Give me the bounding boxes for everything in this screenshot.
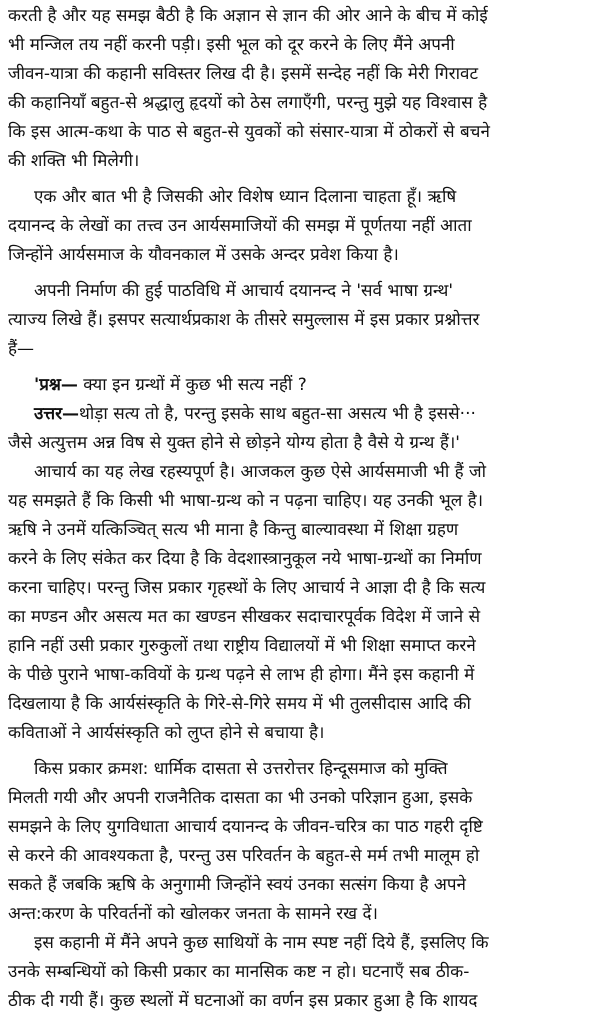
text-line: आचार्य का यह लेख रहस्यपूर्ण है। आजकल कुछ ऐसे आर्यसमाजी भी हैं जो	[34, 462, 487, 482]
text-line: दिखलाया है कि आर्यसंस्कृति के गिरे-से-गिरे समय में भी तुलसीदास आदि की	[8, 694, 471, 714]
text-line: ठीक दी गयी हैं। कुछ स्थलों में घटनाओं का वर्णन इस प्रकार हुआ है कि शायद	[8, 991, 478, 1011]
text-line: दयानन्द के लेखों का तत्त्व उन आर्यसमाजियों की समझ में पूर्णतया नहीं आता	[8, 216, 472, 236]
text-line: किस प्रकार क्रमश: धार्मिक दासता से उत्तरोत्तर हिन्दूसमाज को मुक्ति	[34, 759, 448, 779]
text-line: ऋषि ने उनमें यत्किञ्चित् सत्य भी माना है किन्तु बाल्यावस्था में शिक्षा ग्रहण	[8, 520, 459, 540]
question-label: 'प्रश्न—	[34, 375, 78, 395]
text-line: कि इस आत्म-कथा के पाठ से बहुत-से युवकों को संसार-यात्रा में ठोकरों से बचने	[8, 122, 490, 142]
answer-text: थोड़ा सत्य तो है, परन्तु इसके साथ बहुत-सा असत्य भी है इससे···	[79, 404, 476, 424]
answer-label: उत्तर—	[34, 404, 80, 424]
text-line: हानि नहीं उसी प्रकार गुरुकुलों तथा राष्ट्रीय विद्यालयों में भी शिक्षा समाप्त करने	[8, 636, 476, 656]
text-line: त्याज्य लिखे हैं। इसपर सत्यार्थप्रकाश के तीसरे समुल्लास में इस प्रकार प्रश्नोत्तर	[8, 310, 480, 330]
text-line: करने के लिए संकेत कर दिया है कि वेदशास्त्रानुकूल नये भाषा-ग्रन्थों का निर्माण	[8, 549, 482, 569]
text-line: करना चाहिए। परन्तु जिस प्रकार गृहस्थों के लिए आचार्य ने आज्ञा दी है कि सत्य	[8, 578, 486, 598]
text-line: इस कहानी में मैंने अपने कुछ साथियों के नाम स्पष्ट नहीं दिये हैं, इसलिए कि	[34, 933, 489, 953]
paragraph	[8, 277, 592, 364]
paragraph	[8, 183, 592, 270]
text-line: भी मन्जिल तय नहीं करनी पड़ी। इसी भूल को दूर करने के लिए मैंने अपनी	[8, 35, 455, 55]
text-line: हैं—	[8, 339, 35, 359]
document-page	[8, 2, 592, 1016]
text-line: का मण्डन और असत्य मत का खण्डन सीखकर सदाचारपूर्वक विदेश में जाने से	[8, 607, 481, 627]
paragraph	[8, 929, 592, 1016]
text-line: जीवन-यात्रा की कहानी सविस्तर लिख दी है। इसमें सन्देह नहीं कि मेरी गिरावट	[8, 64, 479, 84]
text-line: एक और बात भी है जिसकी ओर विशेष ध्यान दिलाना चाहता हूँ। ऋषि	[34, 187, 457, 207]
text-line: अन्त:करण के परिवर्तनों को खोलकर जनता के सामने रख दें।	[8, 904, 378, 924]
answer-line	[8, 400, 592, 429]
text-line: सकते हैं जबकि ऋषि के अनुगामी जिन्होंने स्वयं उनका सत्संग किया है अपने	[8, 875, 466, 895]
text-line: उनके सम्बन्धियों को किसी प्रकार का मानसिक कष्ट न हो। घटनाएँ सब ठीक-	[8, 962, 470, 982]
paragraph	[8, 458, 592, 748]
question-answer-block	[8, 371, 592, 458]
text-line: अपनी निर्माण की हुई पाठविधि में आचार्य दयानन्द ने 'सर्व भाषा ग्रन्थ'	[34, 281, 454, 301]
text-line: के पीछे पुराने भाषा-कवियों के ग्रन्थ पढ़ने से लाभ ही होगा। मैंने इस कहानी में	[8, 665, 475, 685]
paragraph	[8, 2, 592, 176]
question-line	[8, 371, 592, 400]
text-line: समझने के लिए युगविधाता आचार्य दयानन्द के जीवन-चरित्र का पाठ गहरी दृष्टि	[8, 817, 483, 837]
text-line: यह समझते हैं कि किसी भी भाषा-ग्रन्थ को न पढ़ना चाहिए। यह उनकी भूल है।	[8, 491, 484, 511]
question-text: क्या इन ग्रन्थों में कुछ भी सत्य नहीं ?	[77, 375, 307, 395]
text-line: से करने की आवश्यकता है, परन्तु उस परिवर्तन के बहुत-से मर्म तभी मालूम हो	[8, 846, 480, 866]
text-line: जिन्होंने आर्यसमाज के यौवनकाल में उसके अन्दर प्रवेश किया है।	[8, 245, 399, 265]
answer-tail-line: जैसे अत्युत्तम अन्न विष से युक्त होने से छोड़ने योग्य होता है वैसे ये ग्रन्थ हैं।'	[8, 433, 460, 453]
text-line: करती है और यह समझ बैठी है कि अज्ञान से ज्ञान की ओर आने के बीच में कोई	[8, 6, 488, 26]
text-line: की शक्ति भी मिलेगी।	[8, 151, 140, 171]
paragraph	[8, 755, 592, 929]
text-line: मिलती गयी और अपनी राजनैतिक दासता का भी उनको परिज्ञान हुआ, इसके	[8, 788, 473, 808]
text-line: की कहानियाँ बहुत-से श्रद्धालु हृदयों को ठेस लगाएँगी, परन्तु मुझे यह विश्वास है	[8, 93, 488, 113]
text-line: कविताओं ने आर्यसंस्कृति को लुप्त होने से बचाया है।	[8, 723, 325, 743]
